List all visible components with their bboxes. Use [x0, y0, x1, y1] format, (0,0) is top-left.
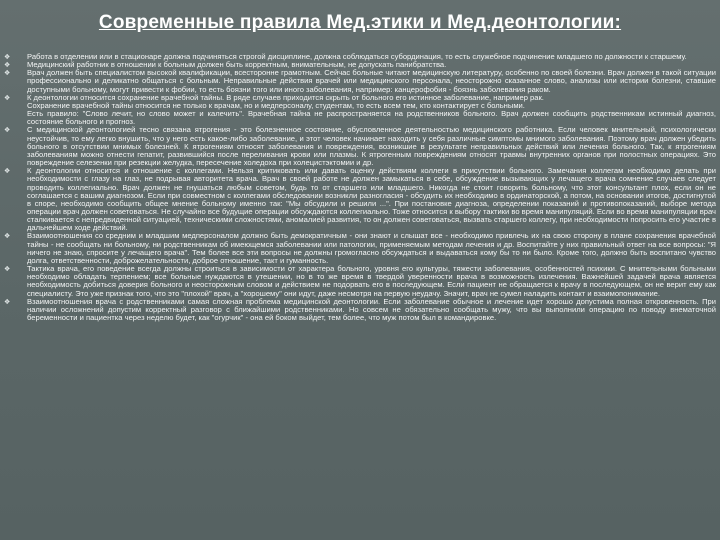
- bullet-text: К деонтологии относится сохранение врачебной тайны. В ряде случаев приходится скрыть от больного его истинное заболевание, например рак.: [27, 92, 544, 102]
- bullet-item: [4, 94, 716, 127]
- bullet-text: С медицинской деонтологией тесно связана ятрогения - это болезненное состояние, обусловленное деятельностью медицинского работника. Если человек мнительный, психологически неустойчив, то ему легко внушить, что у него есть какое-либо заболевание, и этот человек начинает находить у себя различные симптомы мнимого заболевания. Поэтому врач должен убедить больного в отсутствии мнимых болезней. К ятрогениям относят заболевания и повреждения, возникшие в результате неправильных действий или лечения больного. Так, к ятрогениям заболеваниям можно отнести гепатит, развившийся после переливания крови или плазмы. К ятрогенным повреждениям относят травмы внутренних органов при полостных операциях. Это повреждение селезенки при резекции желудка, пересечение холедоха при холецистэктомии и др.: [27, 125, 716, 168]
- bullet-item: [4, 126, 716, 167]
- bullet-diamond-icon: ❖: [4, 54, 11, 61]
- bullet-diamond-icon: ❖: [4, 168, 11, 176]
- bullet-diamond-icon: ❖: [4, 298, 11, 306]
- slide-title: Современные правила Мед.этики и Мед.деонтологии:: [98, 12, 622, 33]
- bullet-diamond-icon: ❖: [4, 266, 11, 274]
- bullet-diamond-icon: ❖: [4, 233, 11, 241]
- bullet-diamond-icon: ❖: [4, 70, 11, 78]
- bullet-item: [4, 232, 716, 265]
- bullet-text: Медицинский работник в отношении к больным должен быть корректным, внимательным, не допускать панибратства.: [27, 60, 447, 70]
- bullet-text: Взаимоотношения со средним и младшим медперсоналом должно быть демократичным - они знают и слышат все - необходимо привлечь их на свою сторону в плане сохранения врачебной тайны - не сообщать ни больному, ни родственникам об имеющемся заболевании или патологии, применяемым методам лечения и др. Воспитайте у них правильный ответ на все вопросы: "Я ничего не знаю, спросите у лечащего врача". Тем более все эти вопросы не должны громогласно обсуждаться и выдаваться кому бы то ни было. Кроме того, должно быть воспитано чувство долга, ответственности, доброжелательности, доброе отношение, такт и гуманность.: [27, 231, 716, 265]
- bullet-text: Взаимоотношения врача с родственниками самая сложная проблема медицинской деонтологии. Если заболевание обычное и лечение идет хорошо допустима полная откровенность. При наличии осложнений допустим корректный разговор с ближайшими родственниками. Но совсем не обязательно сообщать мужу, что вы выполнили операцию по поводу внематочной беременности и пациентка через неделю будет, как "огурчик" - она ей боком выйдет, тем более, что муж потом был в командировке.: [27, 296, 716, 322]
- bullet-item: [4, 298, 716, 322]
- bullet-item: [4, 69, 716, 93]
- bullet-diamond-icon: ❖: [4, 62, 11, 70]
- bullet-text: К деонтологии относится и отношение с коллегами. Нельзя критиковать или давать оценку действиям коллеги в присутствии больного. Замечания коллегам необходимо делать при необходимости с глазу на глаз, не подрывая авторитета врача. Врач в своей работе не должен замыкаться в себе, обсуждение вызывающих у лечащего врача сомнение случаев следует проводить коллегиально. Врач должен не гнушаться любым советом, будь то от старшего или младшего. Никогда не стоит говорить больному, что этот консультант плох, если он не соглашается с вашим диагнозом. Если при совместном с коллегами обследовании возникли разногласия - обсудить их необходимо в ординаторской, а потом, на основании итогов, достигнутой в споре, необходимо сообщить общее мнение больному именно так: "Мы обсудили и решили ...". При постановке диагноза, определении показаний и противопоказаний, выборе метода операции врач должен советоваться. Не случайно все будущие операции обсуждаются коллегиально. Тоже относится к выбору тактики во время манипуляций. Если во время манипуляции врач сталкивается с непредвиденной ситуацией, техническими сложностями, аномалией развития, то он должен советоваться, вызвать старшего коллегу, при необходимости попросить его участие в дальнейшем ходе действий.: [27, 166, 716, 233]
- bullet-diamond-icon: ❖: [4, 127, 11, 135]
- bullet-text: Есть правило: "Слово лечит, но слово может и калечить". Врачебная тайна не распространяется на родственников больного. Врач должен сообщить родственникам истинный диагноз, состояние больного и прогноз.: [27, 109, 716, 127]
- bullet-item: [4, 167, 716, 232]
- bullet-item: [4, 265, 716, 298]
- bullet-text: Тактика врача, его поведение всегда должны строиться в зависимости от характера больного, уровня его культуры, тяжести заболевания, особенностей психики. С мнительными больными необходимо обладать терпением; все больные нуждаются в утешении, но в то же время в твердой уверенности врача в возможность излечения. Важнейшей задачей врача является необходимость добиться доверия больного и неосторожным словом и действием не подорвать его в последующем. Если пациент не обращается к врачу в последующем, он не верит ему как специалисту. Это уже признак того, что это "плохой" врач, а "хорошему" они идут, даже несмотря на первую неудачу. Значит, врач не сумел наладить контакт и взаимопонимание.: [27, 264, 716, 298]
- bullet-diamond-icon: ❖: [4, 94, 11, 102]
- slide-body: [4, 53, 716, 537]
- bullet-text: Врач должен быть специалистом высокой квалификации, всесторонне грамотным. Сейчас больные читают медицинскую литературу, особенно по своей болезни. Врач должен в такой ситуации профессионально и деликатно общаться с больным. Неправильные действия врачей или медицинского персонала, неосторожно сказанное слово, анализы или истории болезни, ставшие доступными больному, могут привести к фобии, то есть боязни того или иного заболевания, например: канцерофобия - боязнь заболевания раком.: [27, 68, 716, 94]
- bullet-list: [4, 53, 716, 322]
- bullet-text: Работа в отделении или в стационаре должна подчиняться строгой дисциплине, должна соблюдаться субординация, то есть служебное подчинение младшего по должности к старшему.: [27, 53, 687, 61]
- bullet-text: Сохранение врачебной тайны относится не только к врачам, но и медперсоналу, студентам, то есть всем тем, кто контактирует с больными.: [27, 100, 525, 110]
